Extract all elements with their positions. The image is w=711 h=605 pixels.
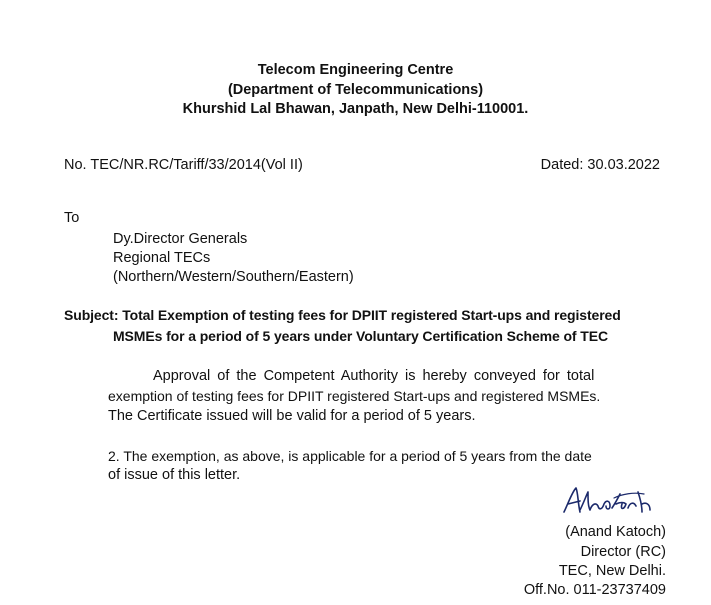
signatory-office: TEC, New Delhi. [558,563,666,579]
reference-number: No. TEC/NR.RC/Tariff/33/2014(Vol II) [64,157,303,173]
subject-line-1: Subject: Total Exemption of testing fees for DPIIT registered Start-ups and registered [64,307,621,323]
addressee-line-3: (Northern/Western/Southern/Eastern) [113,269,354,285]
handwritten-signature [558,482,658,522]
addressee-line-2: Regional TECs [113,250,211,266]
para1-line-2: exemption of testing fees for DPIIT registered Start-ups and registered MSMEs. [108,388,601,404]
para2-line-1: 2. The exemption, as above, is applicable for a period of 5 years from the date [108,448,592,464]
signatory-designation: Director (RC) [580,544,666,560]
letter-date: Dated: 30.03.2022 [540,157,660,173]
para1-line-1: Approval of the Competent Authority is hereby conveyed for total [153,368,595,384]
office-address: Khurshid Lal Bhawan, Janpath, New Delhi-110001. [182,101,529,117]
addressee-line-1: Dy.Director Generals [113,231,248,247]
org-name: Telecom Engineering Centre [257,62,454,78]
signatory-phone: Off.No. 011-23737409 [523,582,666,598]
para1-line-3: The Certificate issued will be valid for a period of 5 years. [108,408,476,424]
subject-line-2: MSMEs for a period of 5 years under Voluntary Certification Scheme of TEC [113,328,608,344]
para2-line-2: of issue of this letter. [108,467,241,483]
signatory-name: (Anand Katoch) [565,524,666,540]
department-name: (Department of Telecommunications) [227,82,484,98]
to-label: To [64,210,80,226]
